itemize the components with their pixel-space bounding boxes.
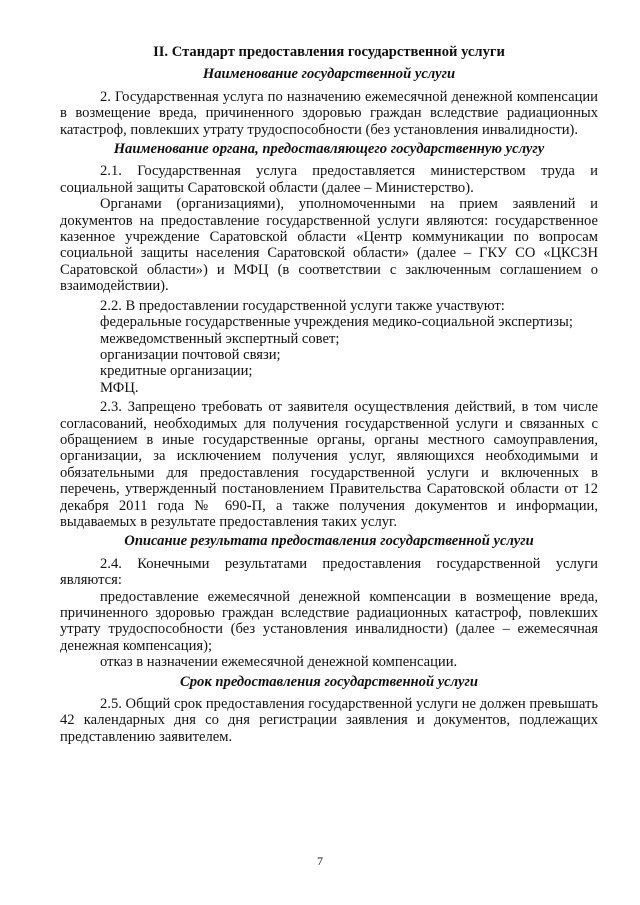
- list-item-result: предоставление ежемесячной денежной компенсации в возмещение вреда, причиненного здоровью граждан вследствие радиационных катастроф, повлекших утрату трудоспособности (без установления инвалидности) (далее – ежемесячная денежная компенсация);: [60, 588, 598, 654]
- paragraph-2-1-authorized-bodies: Органами (организациями), уполномоченными на прием заявлений и документов на предоставление государственной услуги являются: государственное казенное учреждение Саратовской области «Центр коммуникации по вопросам социальной защиты населения Саратовской области» (далее – ГКУ СО «ЦКСЗН Саратовской области») и МФЦ (в соответствии с заключенным соглашением о взаимодействии).: [60, 196, 598, 295]
- page-number: 7: [317, 854, 323, 868]
- list-item-participant: МФЦ.: [100, 379, 139, 396]
- list-item-participant: кредитные организации;: [100, 363, 253, 380]
- paragraph-2-1: 2.1. Государственная услуга предоставляется министерством труда и социальной защиты Саратовской области (далее – Министерство).: [60, 163, 598, 196]
- paragraph-2-4: 2.4. Конечными результатами предоставления государственной услуги являются:: [60, 555, 598, 589]
- heading-authority-name: Наименование органа, предоставляющего государственную услугу: [113, 141, 545, 158]
- list-item-participant: организации почтовой связи;: [100, 346, 281, 363]
- paragraph-2-2: 2.2. В предоставлении государственной услуги также участвуют:: [100, 297, 505, 314]
- body-content: [60, 66, 598, 745]
- paragraph-2-3: 2.3. Запрещено требовать от заявителя осуществления действий, в том числе согласований, необходимых для получения государственной услуги и связанных с обращением в иные государственные органы, органы местного самоуправления, организации, за исключением получения услуг, являющихся необходимыми и обязательными для предоставления государственной услуги и включенных в перечень, утвержденный постановлением Правительства Саратовской области от 12 декабря 2011 года № 690-П, а также получения документов и информации, выдаваемых в результате предоставления таких услуг.: [60, 399, 598, 530]
- paragraph-2: 2. Государственная услуга по назначению ежемесячной денежной компенсации в возмещение вреда, причиненного здоровью граждан вследствие радиационных катастроф, повлекших утрату трудоспособности (без установления инвалидности).: [60, 88, 598, 138]
- list-item-participant: межведомственный экспертный совет;: [100, 330, 340, 347]
- section-title: II. Стандарт предоставления государственной услуги: [153, 44, 505, 60]
- list-item-participant: федеральные государственные учреждения медико-социальной экспертизы;: [100, 314, 573, 331]
- list-item-result: отказ в назначении ежемесячной денежной компенсации.: [100, 654, 458, 671]
- heading-service-name: Наименование государственной услуги: [202, 66, 456, 83]
- heading-result-description: Описание результата предоставления государственной услуги: [124, 533, 534, 550]
- heading-service-term: Срок предоставления государственной услуги: [180, 673, 478, 690]
- paragraph-2-5: 2.5. Общий срок предоставления государственной услуги не должен превышать 42 календарных дня со дня регистрации заявления и документов, подлежащих представлению заявителем.: [60, 696, 598, 745]
